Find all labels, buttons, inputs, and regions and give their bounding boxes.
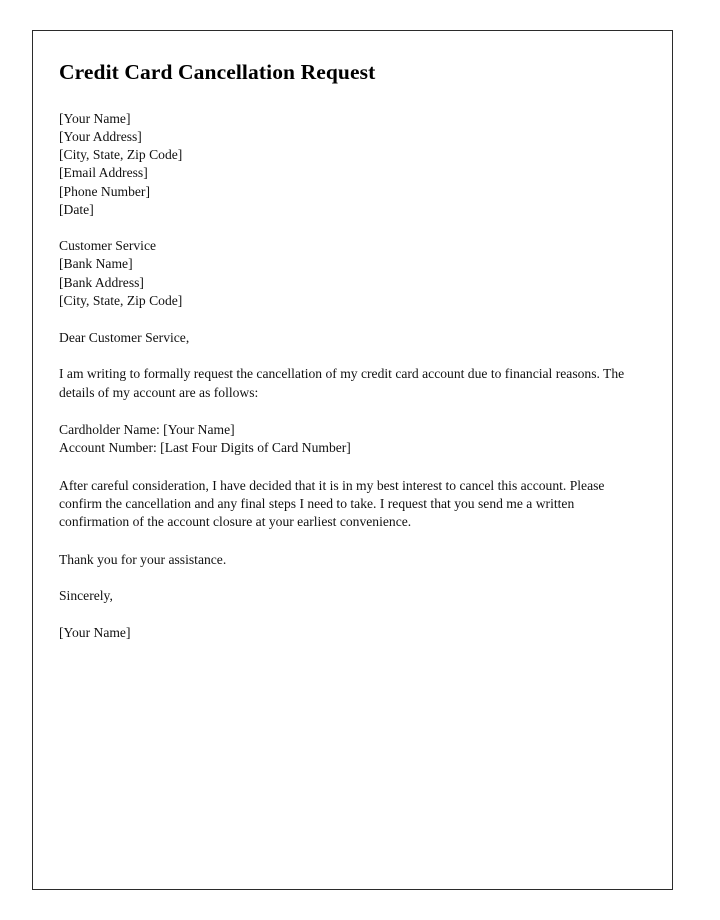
thanks-paragraph: Thank you for your assistance.	[59, 551, 227, 567]
sender-email: [Email Address]	[59, 165, 148, 181]
closing-line: Sincerely,	[59, 588, 113, 604]
letter-content	[33, 31, 672, 889]
intro-paragraph: I am writing to formally request the cancellation of my credit card account due to financial reasons. The details of my account are as follows:	[59, 366, 625, 400]
page-title: Credit Card Cancellation Request	[59, 60, 376, 84]
body-paragraph: After careful consideration, I have decided that it is in my best interest to cancel this account. Please confirm the cancellation and any final steps I need to take. I request that you send me a written confirmation of the account closure at your earliest convenience.	[59, 477, 605, 530]
recipient-department: Customer Service	[59, 238, 157, 254]
sender-address-block	[59, 110, 642, 219]
letter-date: [Date]	[59, 201, 94, 217]
recipient-address-block	[59, 237, 642, 310]
recipient-city-state-zip: [City, State, Zip Code]	[59, 292, 183, 308]
sender-address: [Your Address]	[59, 129, 142, 145]
letter-page	[32, 30, 673, 890]
recipient-bank-address: [Bank Address]	[59, 274, 144, 290]
recipient-bank-name: [Bank Name]	[59, 256, 133, 272]
cardholder-name-line: Cardholder Name: [Your Name]	[59, 422, 235, 438]
sender-city-state-zip: [City, State, Zip Code]	[59, 147, 183, 163]
account-number-line: Account Number: [Last Four Digits of Card Number]	[59, 440, 351, 456]
signature-name: [Your Name]	[59, 624, 131, 640]
sender-phone: [Phone Number]	[59, 183, 150, 199]
account-details-block	[59, 421, 642, 457]
sender-name: [Your Name]	[59, 110, 131, 126]
salutation: Dear Customer Service,	[59, 329, 190, 345]
